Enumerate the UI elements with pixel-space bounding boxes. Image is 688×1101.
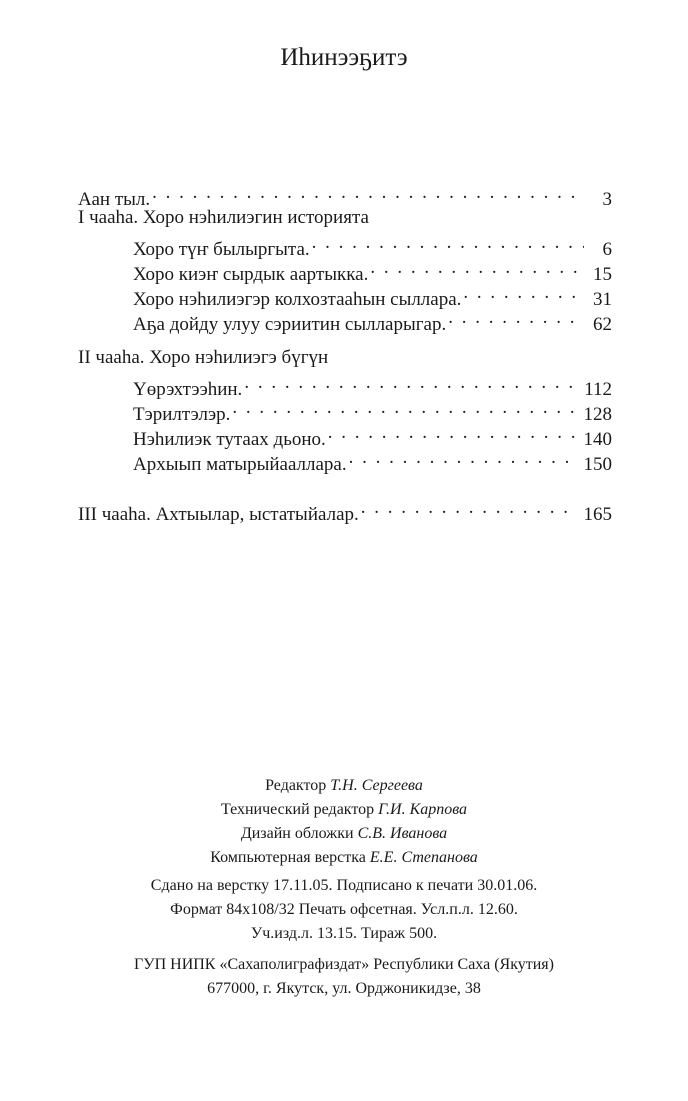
- toc-page-number: 140: [583, 429, 612, 450]
- credit-role: Технический редактор: [220, 801, 375, 818]
- toc-part-heading: [78, 345, 612, 370]
- toc-entry-label: Хоро нэһилиэгэр колхозтааһын сыллара.: [133, 289, 462, 310]
- dot-leader: [461, 280, 584, 305]
- publisher-address: 677000, г. Якутск, ул. Орджоникидзе, 38: [207, 980, 481, 997]
- toc-entry-label: Тэрилтэлэр.: [133, 404, 231, 425]
- toc-entry: [78, 495, 612, 525]
- toc-entry: [78, 230, 612, 260]
- imprint-line: Уч.изд.л. 13.15. Тираж 500.: [250, 925, 438, 942]
- credit-line: [0, 798, 688, 822]
- toc-entry-label: Архыып матырыйааллара.: [133, 454, 347, 475]
- toc-entry-label: Хоро түҥ былыргыта.: [133, 239, 310, 260]
- toc-page-number: 15: [593, 264, 612, 285]
- publisher-line: ГУП НИПК «Сахаполиграфиздат» Республики Саха (Якутия): [134, 956, 554, 973]
- table-of-contents-part-3: [78, 495, 612, 525]
- credit-role: Компьютерная верстка: [210, 849, 366, 866]
- credit-role: Дизайн обложки: [240, 825, 354, 842]
- dot-leader: [150, 180, 584, 205]
- toc-part-heading: [78, 205, 612, 230]
- toc-page-number: 31: [593, 289, 612, 310]
- toc-entry-label: Үөрэхтээһин.: [133, 379, 243, 400]
- toc-entry-intro: [78, 180, 612, 210]
- imprint: [0, 874, 688, 946]
- dot-leader: [359, 495, 578, 520]
- table-of-contents: [78, 180, 612, 335]
- credit-name: Е.Е. Степанова: [369, 849, 478, 866]
- toc-page-number: 128: [583, 404, 612, 425]
- page-title: Иһинээҕитэ: [280, 44, 408, 71]
- part-1-heading: I чааһа. Хоро нэһилиэгин историята: [78, 207, 369, 228]
- credit-line: [0, 774, 688, 798]
- dot-leader: [230, 395, 577, 420]
- toc-page-number: 150: [583, 454, 612, 475]
- publisher: [0, 953, 688, 1001]
- toc-entry-label: Аҕа дойду улуу сэриитин сылларыгар.: [133, 314, 447, 335]
- credit-name: С.В. Иванова: [357, 825, 448, 842]
- dot-leader: [446, 305, 584, 330]
- imprint-line: Сдано на верстку 17.11.05. Подписано к печати 30.01.06.: [150, 877, 538, 894]
- part-2-heading: II чааһа. Хоро нэһилиэгэ бүгүн: [78, 347, 329, 368]
- toc-page-number: 62: [593, 314, 612, 335]
- credit-line: [0, 846, 688, 870]
- dot-leader: [368, 255, 584, 280]
- toc-page-number: 112: [584, 379, 612, 400]
- credit-name: Т.Н. Сергеева: [330, 777, 423, 794]
- toc-page-number: 6: [602, 239, 612, 260]
- dot-leader: [347, 445, 578, 470]
- toc-entry-label: Аан тыл.: [78, 189, 151, 210]
- dot-leader: [242, 370, 578, 395]
- toc-entry-label: Нэһилиэк тутаах дьоно.: [133, 429, 326, 450]
- toc-entry-label: Хоро киэҥ сырдык аартыкка.: [133, 264, 369, 285]
- toc-page-number: 165: [583, 504, 612, 525]
- imprint-line: Формат 84x108/32 Печать офсетная. Усл.п.л. 12.60.: [170, 901, 518, 918]
- dot-leader: [310, 230, 584, 255]
- toc-page-number: 3: [602, 189, 612, 210]
- part-3-heading: III чааһа. Ахтыылар, ыстатыйалар.: [78, 504, 359, 525]
- credit-role: Редактор: [265, 777, 327, 794]
- dot-leader: [326, 420, 578, 445]
- credit-line: [0, 822, 688, 846]
- credits: [0, 774, 688, 870]
- credit-name: Г.И. Карпова: [378, 801, 468, 818]
- table-of-contents-part-2: [78, 345, 612, 475]
- toc-entry: [78, 370, 612, 400]
